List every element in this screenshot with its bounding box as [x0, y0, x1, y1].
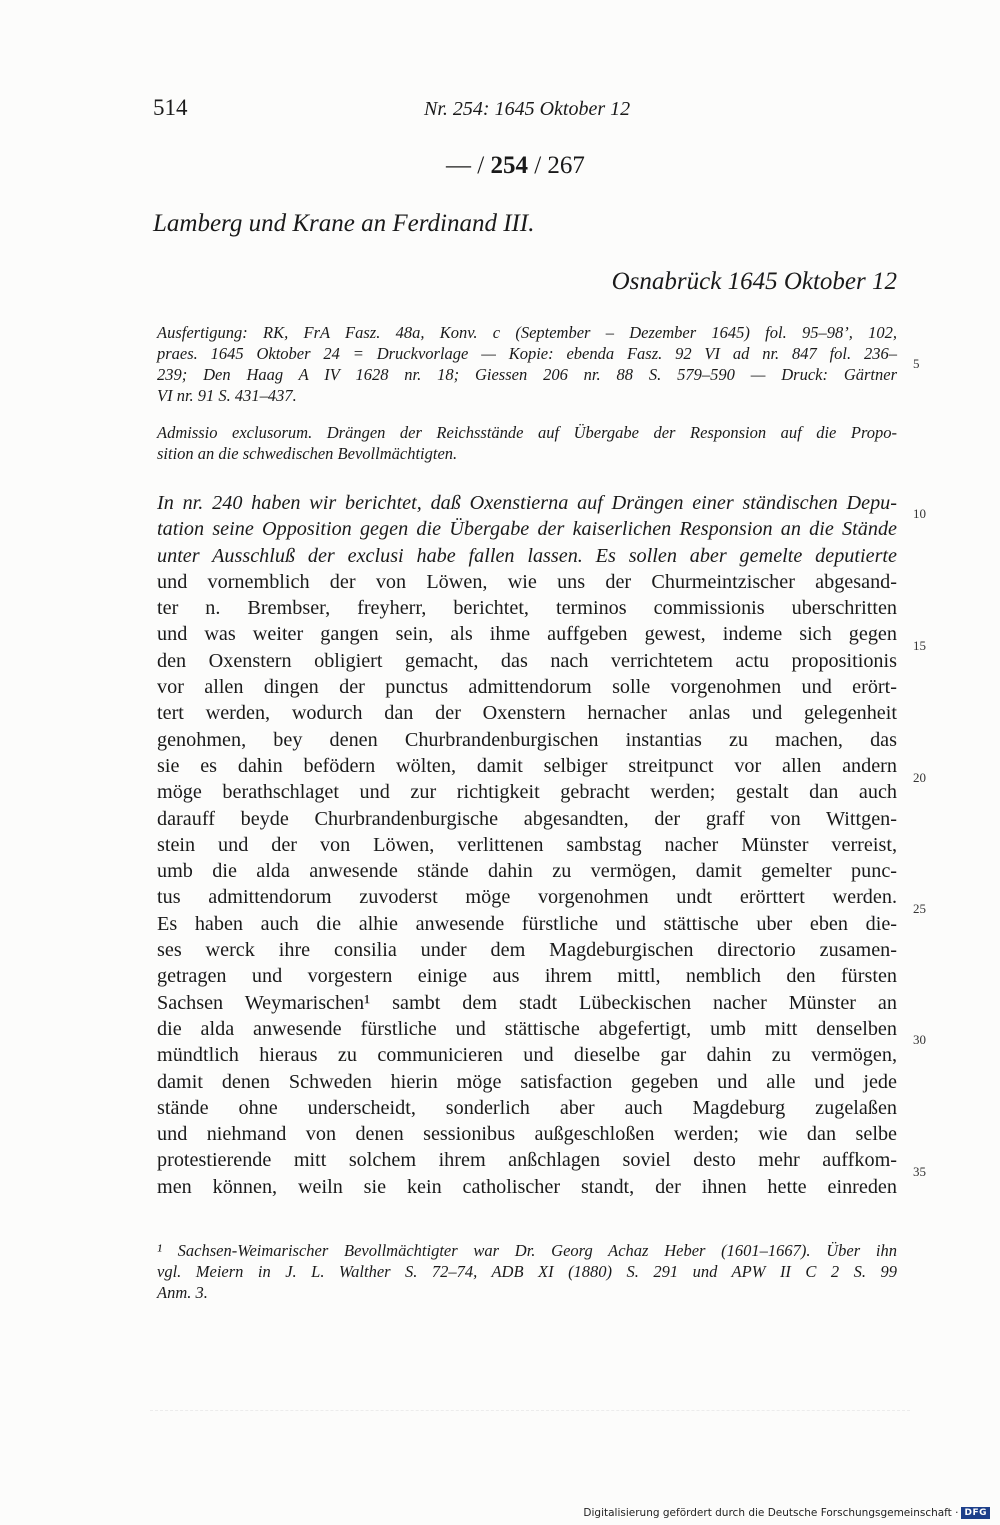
body-line: In nr. 240 haben wir berichtet, daß Oxenstierna auf Drängen einer ständischen Depu-	[157, 492, 897, 514]
footnotes	[157, 1240, 897, 1303]
body-line: vor allen dingen der punctus admittendorum solle vorgenohmen und erört-	[157, 676, 897, 699]
body-line: Es haben auch die alhie anwesende fürstliche und stättische uber eben die-	[157, 912, 897, 935]
margin-line-number: 25	[913, 901, 926, 916]
margin-line-number: 10	[913, 506, 926, 521]
footnote-line: ¹ Sachsen-Weimarischer Bevollmächtigter war Dr. Georg Achaz Heber (1601–1667). Über ihn	[157, 1241, 897, 1260]
document-summary	[157, 422, 897, 464]
body-line: tert werden, wodurch dan der Oxenstern hernacher anlas und gelegenheit	[157, 702, 897, 725]
body-line: möge berathschlaget und zur richtigkeit gebracht werden; gestalt dan auch	[157, 781, 897, 804]
body-line: die alda anwesende fürstliche und stättische abgefertigt, umb mitt denselben	[157, 1017, 897, 1040]
body-line: umb die alda anwesende stände dahin zu vermögen, damit gemelter punc-	[157, 860, 897, 883]
margin-line-number: 15	[913, 638, 926, 653]
apparatus-line: praes. 1645 Oktober 24 = Druckvorlage — Kopie: ebenda Fasz. 92 VI ad nr. 847 fol. 236–	[157, 344, 897, 363]
body-line: und vornemblich der von Löwen, wie uns der Churmeintzischer abgesand-	[157, 570, 897, 593]
footnote-line: Anm. 3.	[157, 1283, 208, 1302]
body-line: stände ohne underscheidt, sonderlich aber auch Magdeburg zugelaßen	[157, 1096, 897, 1119]
body-line: sie es dahin befödern wölten, damit selbiger streitpunct vor allen andern	[157, 754, 897, 777]
body-line: und was weiter gangen sein, als ihme auffgeben gewest, indeme sich gegen	[157, 623, 897, 646]
margin-line-number: 30	[913, 1032, 926, 1047]
margin-line-number: 35	[913, 1164, 926, 1179]
summary-line: Admissio exclusorum. Drängen der Reichsstände auf Übergabe der Responsion auf die Propo-	[157, 423, 897, 442]
body-line: unter Ausschluß der exclusi habe fallen lassen. Es sollen aber gemelte deputierte	[157, 544, 897, 567]
body-line: Sachsen Weymarischen¹ sambt dem stadt Lübeckischen nacher Münster an	[157, 991, 897, 1014]
body-line: tation seine Opposition gegen die Übergabe der kaiserlichen Responsion an die Stände	[157, 518, 897, 541]
margin-line-number: 5	[913, 356, 920, 371]
page-number: 514	[153, 95, 188, 120]
dfg-logo-icon: DFG	[961, 1507, 990, 1519]
document-title: Lamberg und Krane an Ferdinand III.	[153, 210, 535, 237]
document-number-prefix: — /	[446, 152, 491, 179]
apparatus-line: Ausfertigung: RK, FrA Fasz. 48a, Konv. c (September – Dezember 1645) fol. 95–98’, 102,	[157, 323, 897, 342]
summary-line: sition an die schwedischen Bevollmächtigten.	[157, 444, 458, 463]
digitization-credit	[583, 1507, 990, 1519]
document-number-main: 254	[490, 152, 528, 179]
body-line: men können, weiln sie kein catholischer standt, der ihnen hette einreden	[157, 1175, 897, 1198]
body-line: tus admittendorum zuvoderst möge vorgenohmen undt erörttert werden.	[157, 886, 897, 909]
body-line: protestierende mitt solchem ihrem anßchlagen soviel desto mehr auffkom-	[157, 1149, 897, 1172]
main-text	[157, 490, 897, 1200]
credit-text: Digitalisierung gefördert durch die Deutsche Forschungsgemeinschaft ·	[583, 1507, 959, 1519]
body-line: mündtlich hieraus zu communicieren und dieselbe gar dahin zu vermögen,	[157, 1044, 897, 1067]
document-number-suffix: / 267	[527, 152, 585, 179]
body-line: getragen und vorgestern einige aus ihrem mittl, nemblich den fürsten	[157, 965, 897, 988]
apparatus-line: VI nr. 91 S. 431–437.	[157, 386, 297, 405]
body-line: den Oxenstern obligiert gemacht, das nach verrichtetem actu propositionis	[157, 649, 897, 672]
body-line: stein und der von Löwen, verlittenen sambstag nacher Münster verreist,	[157, 833, 897, 856]
footnote-line: vgl. Meiern in J. L. Walther S. 72–74, ADB XI (1880) S. 291 und APW II C 2 S. 99	[157, 1262, 897, 1281]
body-line: genohmen, bey denen Churbrandenburgischen instantias zu machen, das	[157, 728, 897, 751]
scan-artifact-divider	[150, 1410, 910, 1419]
body-line: darauff beyde Churbrandenburgische abgesandten, der graff von Wittgen-	[157, 807, 897, 830]
source-apparatus	[157, 322, 897, 406]
body-line: damit denen Schweden hierin möge satisfaction gegeben und alle und jede	[157, 1070, 897, 1093]
body-line: ses werck ihre consilia under dem Magdeburgischen directorio zusamen-	[157, 939, 897, 962]
body-line: ter n. Brembser, freyherr, berichtet, terminos commissionis uberschritten	[157, 597, 897, 620]
body-line: und niehmand von denen sessionibus außgeschloßen werden; wie dan selbe	[157, 1123, 897, 1146]
running-head: Nr. 254: 1645 Oktober 12	[424, 98, 631, 120]
document-number	[446, 152, 585, 180]
margin-line-number: 20	[913, 770, 926, 785]
apparatus-line: 239; Den Haag A IV 1628 nr. 18; Giessen 206 nr. 88 S. 579–590 — Druck: Gärtner	[157, 365, 897, 384]
place-date: Osnabrück 1645 Oktober 12	[611, 268, 897, 295]
